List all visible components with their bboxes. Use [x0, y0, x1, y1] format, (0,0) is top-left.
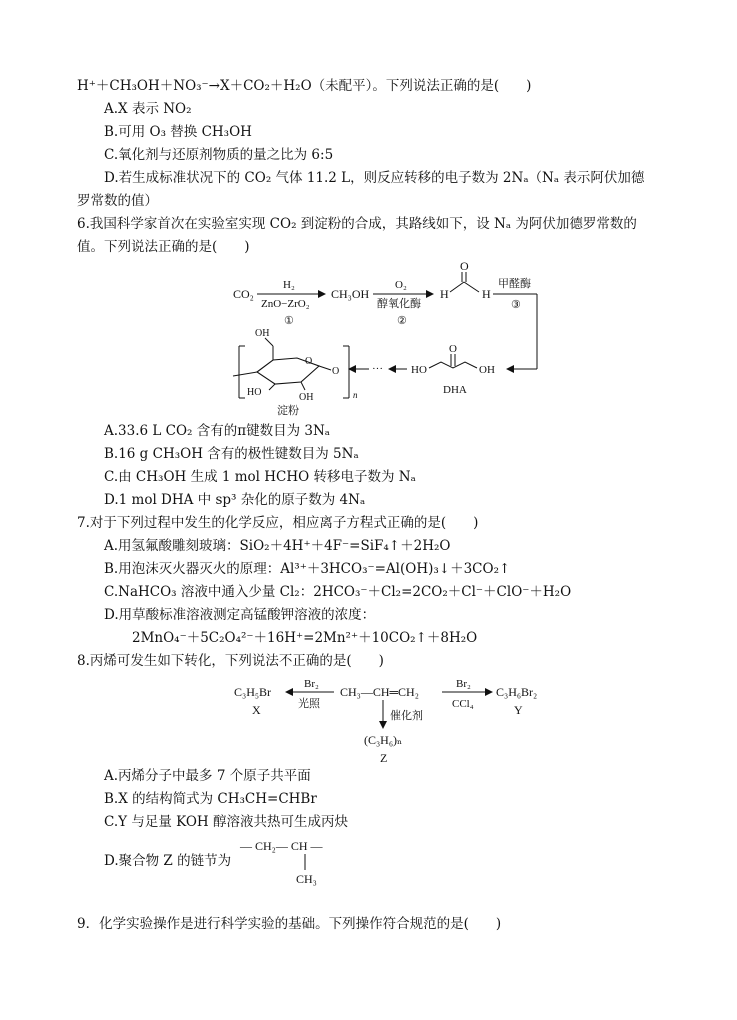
- scheme-x-formula: C₃H₅Br: [234, 685, 272, 699]
- scheme-step1: ①: [284, 315, 294, 327]
- q8-repeat-unit: [238, 834, 348, 892]
- scheme-h2: H₂: [283, 279, 295, 291]
- scheme-y-formula: C₃H₆Br₂: [496, 685, 538, 699]
- q7-option-c: C.NaHCO₃ 溶液中通入少量 Cl₂：2HCO₃⁻＋Cl₂=2CO₂＋Cl⁻＋ClO⁻＋H₂O: [104, 584, 572, 600]
- q7-stem: 7.对于下列过程中发生的化学反应，相应离子方程式正确的是( ): [77, 515, 479, 531]
- hcho-h-right: H: [482, 287, 491, 301]
- q8-conversion-scheme: [228, 672, 568, 772]
- starch-link-left: [233, 372, 257, 376]
- q6-stem-line2: 值。下列说法正确的是( ): [77, 239, 250, 255]
- scheme-z-formula: (C₃H₆)ₙ: [364, 733, 403, 747]
- q5-option-c: C.氧化剂与还原剂物质的量之比为 6:5: [104, 147, 334, 163]
- q8-option-c: C.Y 与足量 KOH 醇溶液共热可生成丙炔: [104, 814, 348, 830]
- dha-chain: [429, 362, 477, 368]
- starch-link-o: O: [332, 366, 340, 377]
- hcho-bond-right: [464, 282, 479, 292]
- q8-option-a: A.丙烯分子中最多 7 个原子共平面: [104, 768, 311, 784]
- hcho-bond-left: [450, 282, 464, 292]
- dha-oh: OH: [479, 364, 495, 376]
- q7-option-d: D.用草酸标准溶液测定高锰酸钾溶液的浓度：: [104, 607, 376, 623]
- scheme-br2-right: Br₂: [456, 678, 471, 690]
- q7-option-b: B.用泡沫灭火器灭火的原理：Al³⁺＋3HCO₃⁻=Al(OH)₃↓＋3CO₂↑: [104, 561, 511, 577]
- q6-stem-line1: 6.我国科学家首次在实验室实现 CO₂ 到淀粉的合成，其路线如下，设 Nₐ 为阿伏加德罗常数的: [77, 216, 637, 232]
- scheme-ch3oh: CH₃OH: [331, 287, 370, 301]
- dha-o: O: [449, 343, 457, 355]
- starch-label: 淀粉: [277, 405, 299, 417]
- scheme-cat3: 甲醛酶: [498, 278, 531, 290]
- repeat-unit-main: — CH₂— CH —: [240, 839, 323, 853]
- q5-option-b: B.可用 O₃ 替换 CH₃OH: [104, 124, 252, 140]
- q8-option-b: B.X 的结构简式为 CH₃CH=CHBr: [104, 791, 317, 807]
- scheme-br2-left: Br₂: [304, 678, 319, 690]
- q6-synthesis-scheme: [225, 258, 545, 424]
- q8-stem: 8.丙烯可发生如下转化，下列说法不正确的是( ): [77, 653, 384, 669]
- starch-ring-o: O: [305, 356, 313, 367]
- starch-ho: HO: [247, 387, 262, 398]
- hcho-o: O: [460, 259, 469, 273]
- q6-option-c: C.由 CH₃OH 生成 1 mol HCHO 转移电子数为 Nₐ: [104, 469, 416, 485]
- starch-oh-top: OH: [255, 328, 270, 339]
- starch-n: n: [353, 390, 358, 400]
- scheme-cat2: 醇氧化酶: [377, 298, 421, 310]
- q5-stem: H⁺＋CH₃OH＋NO₃⁻→X＋CO₂＋H₂O（未配平）。下列说法正确的是( ): [77, 78, 532, 94]
- scheme-z-label: Z: [380, 751, 388, 765]
- q5-option-a: A.X 表示 NO₂: [104, 101, 192, 117]
- scheme-o2: O₂: [395, 279, 407, 291]
- scheme-light: 光照: [298, 698, 320, 710]
- scheme-y-label: Y: [514, 703, 523, 717]
- scheme-catalyst: 催化剂: [390, 710, 423, 722]
- dha-label: DHA: [443, 384, 467, 396]
- q7-option-d-equation: 2MnO₄⁻＋5C₂O₄²⁻＋16H⁺=2Mn²⁺＋10CO₂↑＋8H₂O: [132, 630, 478, 646]
- starch-oh: OH: [299, 392, 314, 403]
- scheme-step2: ②: [397, 315, 407, 327]
- scheme-dots: ···: [372, 363, 383, 375]
- scheme-propene: CH₃—CH═CH₂: [340, 685, 419, 699]
- q5-option-d: D.若生成标准状况下的 CO₂ 气体 11.2 L，则反应转移的电子数为 2Nₐ（Nₐ 表示阿伏加德: [104, 170, 645, 186]
- scheme-ccl4: CCl₄: [452, 698, 474, 710]
- q7-option-a: A.用氢氟酸雕刻玻璃：SiO₂＋4H⁺＋4F⁻=SiF₄↑＋2H₂O: [104, 538, 451, 554]
- dha-ho: HO: [411, 364, 427, 376]
- q6-option-a: A.33.6 L CO₂ 含有的π键数目为 3Nₐ: [104, 423, 331, 439]
- scheme-step3: ③: [511, 299, 521, 311]
- scheme-x-label: X: [252, 703, 261, 717]
- q5-option-d-cont: 罗常数的值）: [77, 193, 158, 209]
- hcho-h-left: H: [440, 287, 449, 301]
- scheme-co2: CO₂: [233, 287, 254, 301]
- q8-option-d: D.聚合物 Z 的链节为: [104, 853, 232, 869]
- scheme-cat1: ZnO−ZrO₂: [261, 298, 310, 310]
- q6-option-d: D.1 mol DHA 中 sp³ 杂化的原子数为 4Nₐ: [104, 492, 366, 508]
- repeat-unit-branch: CH₃: [296, 872, 317, 886]
- q6-option-b: B.16 g CH₃OH 含有的极性键数目为 5Nₐ: [104, 446, 359, 462]
- q9-stem: 9．化学实验操作是进行科学实验的基础。下列操作符合规范的是( ): [77, 916, 502, 932]
